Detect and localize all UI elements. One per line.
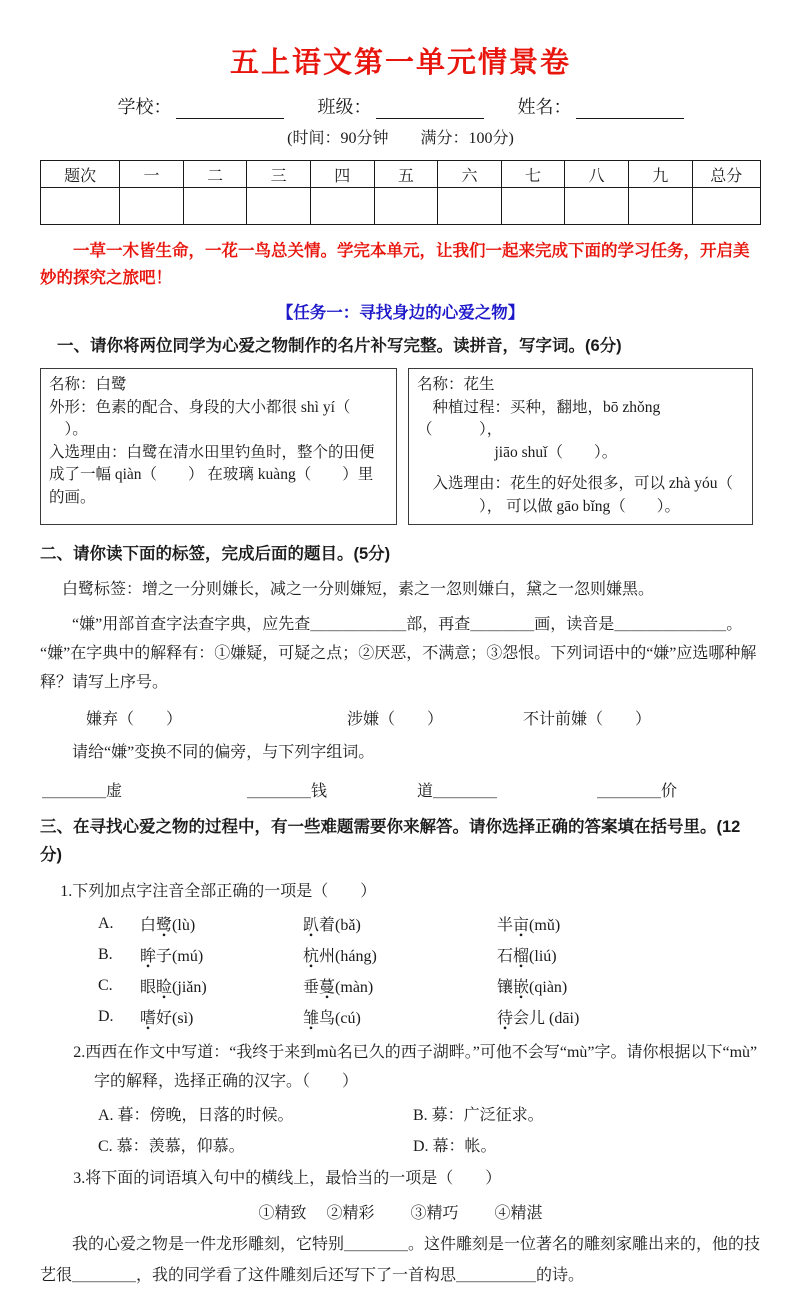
class-blank-line (376, 99, 484, 119)
score-table-empty-cell (565, 188, 629, 225)
dotted-character: 趴 (303, 917, 320, 934)
task1-heading: 【任务一：寻找身边的心爱之物】 (276, 304, 525, 322)
dotted-character: 睑 (156, 979, 173, 996)
question3-word-bank: ①精致 ②精彩 ③精巧 ④精湛 (258, 1205, 543, 1222)
question1-stem: 1.下列加点字注音全部正确的一项是（ ） (60, 883, 377, 900)
score-table-empty-cell (374, 188, 438, 225)
school-label: 学校： (117, 97, 172, 117)
dotted-character: 榴 (513, 948, 530, 965)
question1-options (40, 908, 761, 1032)
score-table-empty-cell (310, 188, 374, 225)
question2-option-row (98, 1098, 761, 1129)
word-blank-item: ＿＿＿＿价 (597, 782, 678, 800)
pinyin-word: 趴着(bǎ) (303, 912, 497, 935)
score-table-header-cell: 二 (183, 161, 247, 188)
pinyin-word: 垂蔓(màn) (303, 974, 497, 997)
score-table-header-cell: 一 (120, 161, 184, 188)
score-table-empty-row (41, 188, 761, 225)
option-label: B. (98, 945, 113, 963)
score-table-header-cell: 题次 (41, 161, 120, 188)
pinyin-word: 白鹭(lù) (140, 912, 303, 935)
class-label: 班级： (317, 97, 372, 117)
dotted-character: 亩 (513, 917, 530, 934)
school-blank-line (176, 99, 284, 119)
question3-stem: 3.将下面的词语填入句中的横线上，最恰当的一项是（ ） (73, 1170, 502, 1187)
egret-label-line: 白鹭标签：增之一分则嫌长，减之一分则嫌短，素之一忽则嫌白，黛之一忽则嫌黑。 (62, 581, 655, 598)
word-blank-item: ＿＿＿＿钱 (247, 782, 328, 800)
pinyin-word: 雏鸟(cú) (303, 1005, 497, 1028)
name-cards-row (40, 368, 761, 525)
card-line: 成了一幅 qiàn（ ） 在玻璃 kuàng（ ）里的画。 (49, 466, 374, 506)
score-table (40, 160, 761, 225)
word-blanks-row (40, 774, 761, 804)
card-line: 入选理由：白鹭在清水田里钓鱼时，整个的田便 (49, 443, 375, 461)
score-table-empty-cell (183, 188, 247, 225)
score-table-header-cell: 五 (374, 161, 438, 188)
question2-options (40, 1098, 761, 1160)
dictionary-paragraph: “嫌”用部首查字法查字典，应先查＿＿＿＿＿＿部，再查＿＿＿＿画，读音是＿＿＿＿＿＿＿。“嫌”在字典中的解释有：①嫌疑，可疑之点；②厌恶，不满意；③怨恨。下列词语中的“嫌”应选哪种解释？请写上序号。 (40, 616, 757, 691)
card-line: 名称：白鹭 (49, 376, 127, 393)
pinyin-word: 半亩(mǔ) (497, 912, 761, 935)
question1-option-row (98, 970, 761, 1001)
question1-option-row (98, 908, 761, 939)
score-table-header-cell: 六 (438, 161, 502, 188)
card-white-egret (40, 368, 397, 525)
question2-option-row (98, 1129, 761, 1160)
score-table-empty-cell (438, 188, 502, 225)
score-table-header-cell: 七 (501, 161, 565, 188)
card-line: ）。 (49, 421, 88, 438)
card-line: 种植过程：买种，翻地，bō zhǒng（ ）， (417, 398, 661, 438)
score-table-header-cell: 四 (310, 161, 374, 188)
score-table-empty-cell (120, 188, 184, 225)
pinyin-word: 眸子(mú) (140, 943, 303, 966)
pinyin-word: 眼睑(jiǎn) (140, 974, 303, 997)
page-title: 五上语文第一单元情景卷 (229, 47, 571, 79)
question2-option: D. 幕：帐。 (413, 1138, 497, 1155)
class-field (318, 93, 484, 119)
student-info-row (40, 93, 761, 119)
radical-prompt: 请给“嫌”变换不同的偏旁，与下列字组词。 (72, 744, 375, 761)
word-blank-item: 道＿＿＿＿ (417, 782, 498, 800)
card-line: 外形：色素的配合、身段的大小都很 shì yí（ (49, 398, 351, 416)
dotted-character: 鹭 (156, 917, 173, 934)
score-table-header-cell: 八 (565, 161, 629, 188)
option-label: A. (98, 914, 114, 932)
intro-text: 一草一木皆生命，一花一鸟总关情。学完本单元，让我们一起来完成下面的学习任务，开启美妙的探究之旅吧！ (40, 242, 750, 287)
dotted-character: 嵌 (513, 979, 530, 996)
card-line: 名称：花生 (417, 376, 495, 393)
dotted-character: 雏 (303, 1010, 320, 1027)
choice-word: 涉嫌（ ） (347, 710, 444, 728)
question1-option-row (98, 939, 761, 970)
section1-title: 一、请你将两位同学为心爱之物制作的名片补写完整。读拼音，写字词。(6分) (57, 337, 622, 355)
school-field (118, 93, 284, 119)
card-peanut (408, 368, 753, 525)
choice-word: 嫌弃（ ） (86, 710, 183, 728)
card-line: jiāo shuǐ（ ）。 (417, 443, 618, 461)
question2-option: B. 募：广泛征求。 (413, 1107, 544, 1124)
card-line: 入选理由：花生的好处很多，可以 zhà yóu（ (417, 475, 734, 492)
score-table-empty-cell (247, 188, 311, 225)
score-table-empty-cell (692, 188, 760, 225)
question2-option: C. 慕：羡慕，仰慕。 (98, 1138, 245, 1155)
score-table-empty-cell (41, 188, 120, 225)
option-label: C. (98, 976, 113, 994)
section2-title: 二、请你读下面的标签，完成后面的题目。(5分) (40, 545, 391, 563)
score-table-header-cell: 三 (247, 161, 311, 188)
name-label: 姓名： (517, 97, 572, 117)
word-blank-item: ＿＿＿＿虚 (42, 782, 123, 800)
dotted-character: 待 (497, 1010, 514, 1027)
dotted-character: 杭 (303, 948, 320, 965)
choice-words-row (40, 702, 761, 732)
question2-stem: 2.西西在作文中写道：“我终于来到mù名已久的西子湖畔。”可他不会写“mù”字。请你根据以下“mù”字的解释，选择正确的汉字。（ ） (73, 1044, 758, 1090)
question3-passage: 我的心爱之物是一件龙形雕刻，它特别＿＿＿＿。这件雕刻是一位著名的雕刻家雕出来的，他的技艺很＿＿＿＿，我的同学看了这件雕刻后还写下了一首构思＿＿＿＿＿的诗。 (40, 1236, 761, 1284)
dotted-character: 嗜 (140, 1010, 157, 1027)
dotted-character: 眸 (140, 948, 157, 965)
score-table-empty-cell (628, 188, 692, 225)
score-table-header-cell: 总分 (692, 161, 760, 188)
score-table-empty-cell (501, 188, 565, 225)
question1-option-row (98, 1001, 761, 1032)
name-blank-line (576, 99, 684, 119)
dotted-character: 蔓 (319, 979, 336, 996)
exam-info: (时间：90分钟 满分：100分) (287, 130, 514, 147)
section3-title: 三、在寻找心爱之物的过程中，有一些难题需要你来解答。请你选择正确的答案填在括号里。(12分) (40, 818, 741, 864)
choice-word: 不计前嫌（ ） (523, 710, 652, 728)
name-field (518, 93, 684, 119)
pinyin-word: 杭州(háng) (303, 943, 497, 966)
score-table-header-row (41, 161, 761, 188)
pinyin-word: 嗜好(sì) (140, 1005, 303, 1028)
option-label: D. (98, 1007, 114, 1025)
pinyin-word: 镶嵌(qiàn) (497, 974, 761, 997)
question2-option: A. 暮：傍晚，日落的时候。 (98, 1107, 294, 1124)
pinyin-word: 石榴(liú) (497, 943, 761, 966)
pinyin-word: 待会儿 (dāi) (497, 1005, 761, 1028)
score-table-header-cell: 九 (628, 161, 692, 188)
card-line: ）， 可以做 gāo bǐng（ ）。 (417, 497, 681, 515)
